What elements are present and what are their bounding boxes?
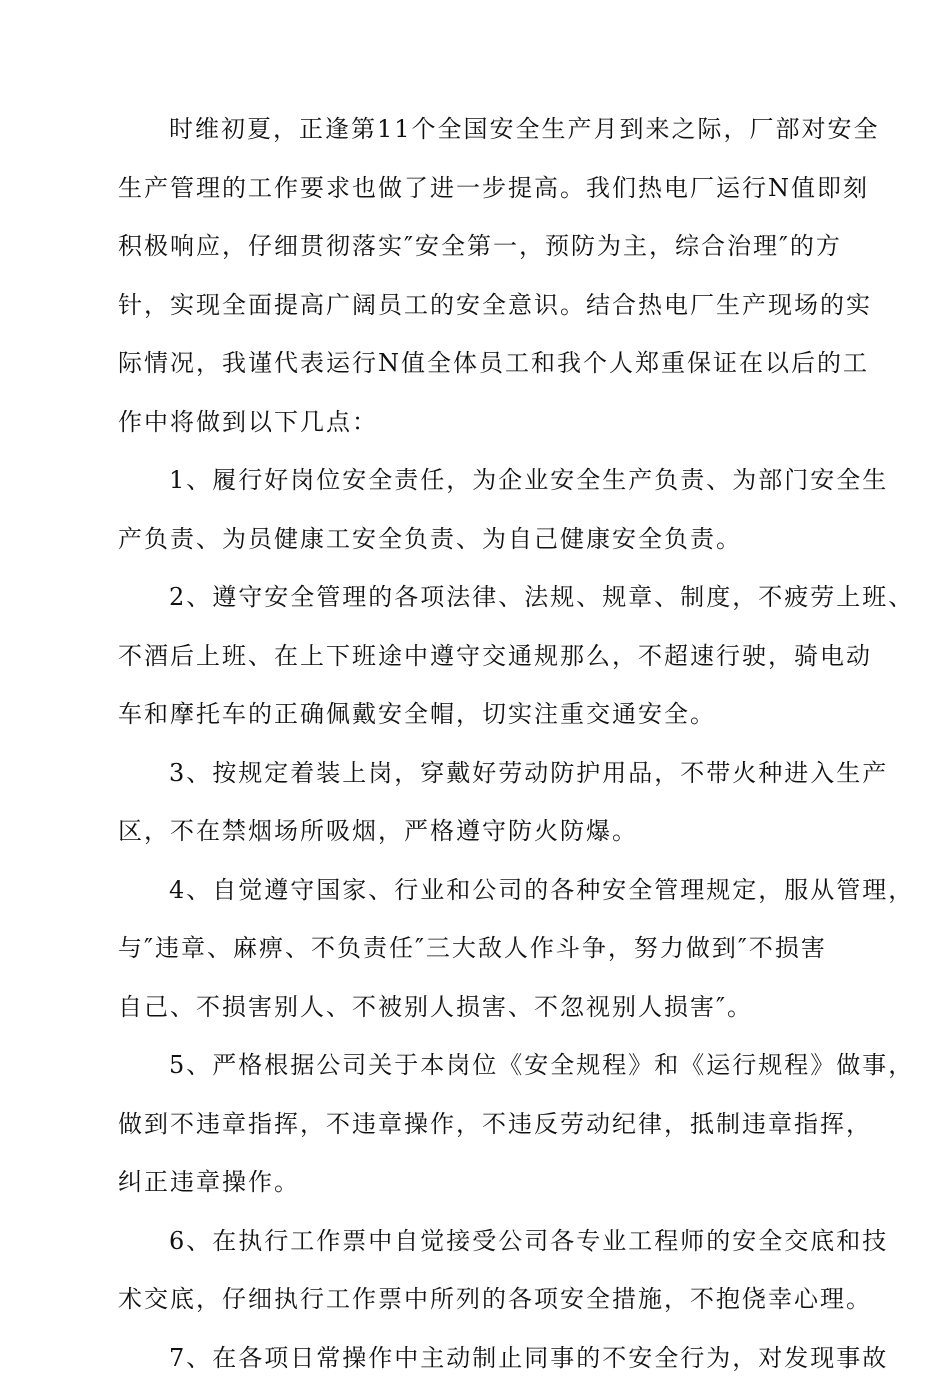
- text-line: 3、按规定着装上岗，穿戴好劳动防护用品，不带火种进入生产: [118, 744, 858, 803]
- text-line: 4、自觉遵守国家、行业和公司的各种安全管理规定，服从管理，: [118, 861, 858, 920]
- text-line: 积极响应，仔细贯彻落实″安全第一，预防为主，综合治理″的方: [118, 217, 858, 276]
- text-line: 生产管理的工作要求也做了进一步提高。我们热电厂运行N值即刻: [118, 159, 858, 218]
- text-line: 1、履行好岗位安全责任，为企业安全生产负责、为部门安全生: [118, 451, 858, 510]
- text-line: 针，实现全面提高广阔员工的安全意识。结合热电厂生产现场的实: [118, 276, 858, 335]
- text-line: 作中将做到以下几点：: [118, 393, 858, 452]
- text-line: 时维初夏，正逢第11个全国安全生产月到来之际，厂部对安全: [118, 100, 858, 159]
- text-line: 纠正违章操作。: [118, 1153, 858, 1212]
- text-line: 2、遵守安全管理的各项法律、法规、规章、制度，不疲劳上班、: [118, 568, 858, 627]
- document-body: [118, 100, 858, 1387]
- text-line: 不酒后上班、在上下班途中遵守交通规那么，不超速行驶，骑电动: [118, 627, 858, 686]
- text-line: 产负责、为员健康工安全负责、为自己健康安全负责。: [118, 510, 858, 569]
- text-line: 与″违章、麻痹、不负责任″三大敌人作斗争，努力做到″不损害: [118, 919, 858, 978]
- text-line: 术交底，仔细执行工作票中所列的各项安全措施，不抱侥幸心理。: [118, 1270, 858, 1329]
- text-line: 做到不违章指挥，不违章操作，不违反劳动纪律，抵制违章指挥，: [118, 1095, 858, 1154]
- text-line: 7、在各项日常操作中主动制止同事的不安全行为，对发现事故: [118, 1329, 858, 1387]
- text-line: 6、在执行工作票中自觉接受公司各专业工程师的安全交底和技: [118, 1212, 858, 1271]
- text-line: 自己、不损害别人、不被别人损害、不忽视别人损害″。: [118, 978, 858, 1037]
- text-line: 区，不在禁烟场所吸烟，严格遵守防火防爆。: [118, 802, 858, 861]
- text-line: 车和摩托车的正确佩戴安全帽，切实注重交通安全。: [118, 685, 858, 744]
- text-line: 5、严格根据公司关于本岗位《安全规程》和《运行规程》做事，: [118, 1036, 858, 1095]
- text-line: 际情况，我谨代表运行N值全体员工和我个人郑重保证在以后的工: [118, 334, 858, 393]
